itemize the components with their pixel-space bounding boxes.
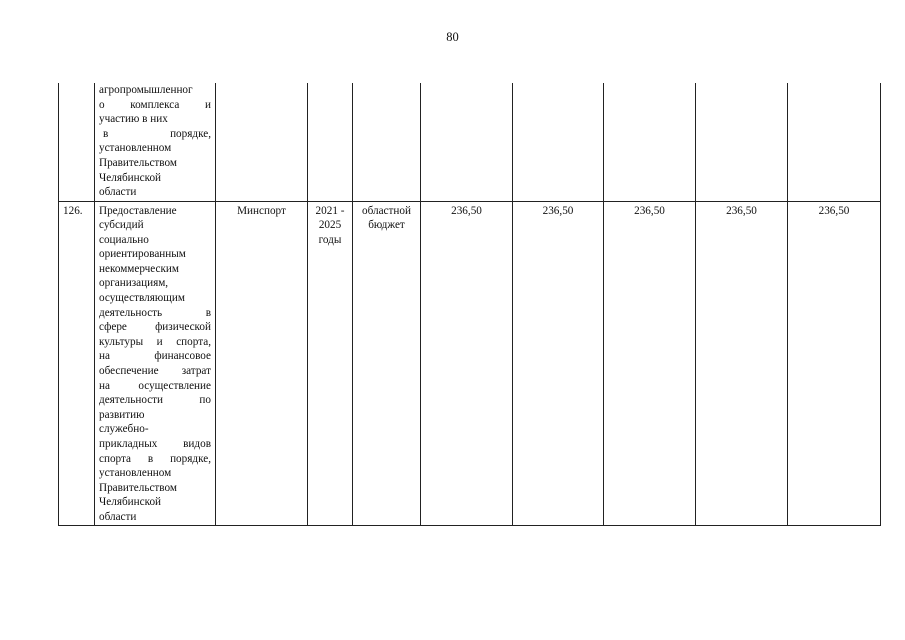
cell-source	[353, 201, 421, 525]
description-line: социально	[99, 233, 149, 246]
budget-table	[58, 83, 881, 526]
source-line: областной	[362, 204, 411, 217]
description-line: Челябинской	[99, 496, 162, 509]
table-row-continuation	[59, 83, 881, 201]
description-line: развитию	[99, 408, 145, 421]
description-line: установленном	[99, 467, 172, 480]
description-line: осуществляющим	[99, 292, 185, 305]
description-line: области	[99, 510, 137, 523]
description-line: на осуществление	[99, 379, 211, 392]
description-line: Правительством	[99, 156, 177, 169]
cell-period	[308, 83, 353, 201]
description-line: ориентированным	[99, 248, 186, 261]
cell-value: 236,50	[513, 201, 604, 525]
cell-value	[421, 83, 513, 201]
description-line: культуры и спорта,	[99, 335, 211, 348]
page-number: 80	[446, 30, 459, 44]
cell-number	[59, 83, 95, 201]
description-line: установленном	[99, 142, 172, 155]
cell-value	[604, 83, 696, 201]
cell-value	[696, 83, 788, 201]
cell-value: 236,50	[421, 201, 513, 525]
cell-description	[95, 201, 216, 525]
cell-executor: Минспорт	[216, 201, 308, 525]
description-line: спорта в порядке,	[99, 452, 211, 465]
description-line: о комплекса и	[99, 98, 211, 111]
cell-value: 236,50	[696, 201, 788, 525]
description-line: организациям,	[99, 277, 169, 290]
description-line: Предоставление	[99, 204, 177, 217]
description-line: некоммерческим	[99, 262, 179, 275]
period-end: 2025	[318, 219, 342, 232]
description-line: служебно-	[99, 423, 149, 436]
description-line: участию в них	[99, 113, 168, 126]
cell-value	[788, 83, 881, 201]
cell-number: 126.	[59, 201, 95, 525]
description-line: деятельность в	[99, 306, 211, 319]
cell-value: 236,50	[788, 201, 881, 525]
period-start: 2021 -	[315, 204, 345, 217]
cell-period	[308, 201, 353, 525]
description-line: деятельности по	[99, 394, 211, 407]
description-line: Челябинской	[99, 171, 162, 184]
cell-executor	[216, 83, 308, 201]
description-line: Правительством	[99, 481, 177, 494]
cell-source	[353, 83, 421, 201]
description-line: области	[99, 186, 137, 199]
cell-description	[95, 83, 216, 201]
cell-value: 236,50	[604, 201, 696, 525]
description-line: обеспечение затрат	[99, 365, 211, 378]
description-line: в порядке,	[103, 127, 211, 140]
description-line: субсидий	[99, 219, 144, 232]
table-row-126	[59, 201, 881, 525]
description-line: сфере физической	[99, 321, 211, 334]
source-line: бюджет	[368, 219, 405, 232]
period-unit: годы	[318, 233, 342, 246]
description-line: на финансовое	[99, 350, 211, 363]
description-line: агропромышленног	[99, 84, 193, 96]
cell-value	[513, 83, 604, 201]
description-line: прикладных видов	[99, 438, 211, 450]
